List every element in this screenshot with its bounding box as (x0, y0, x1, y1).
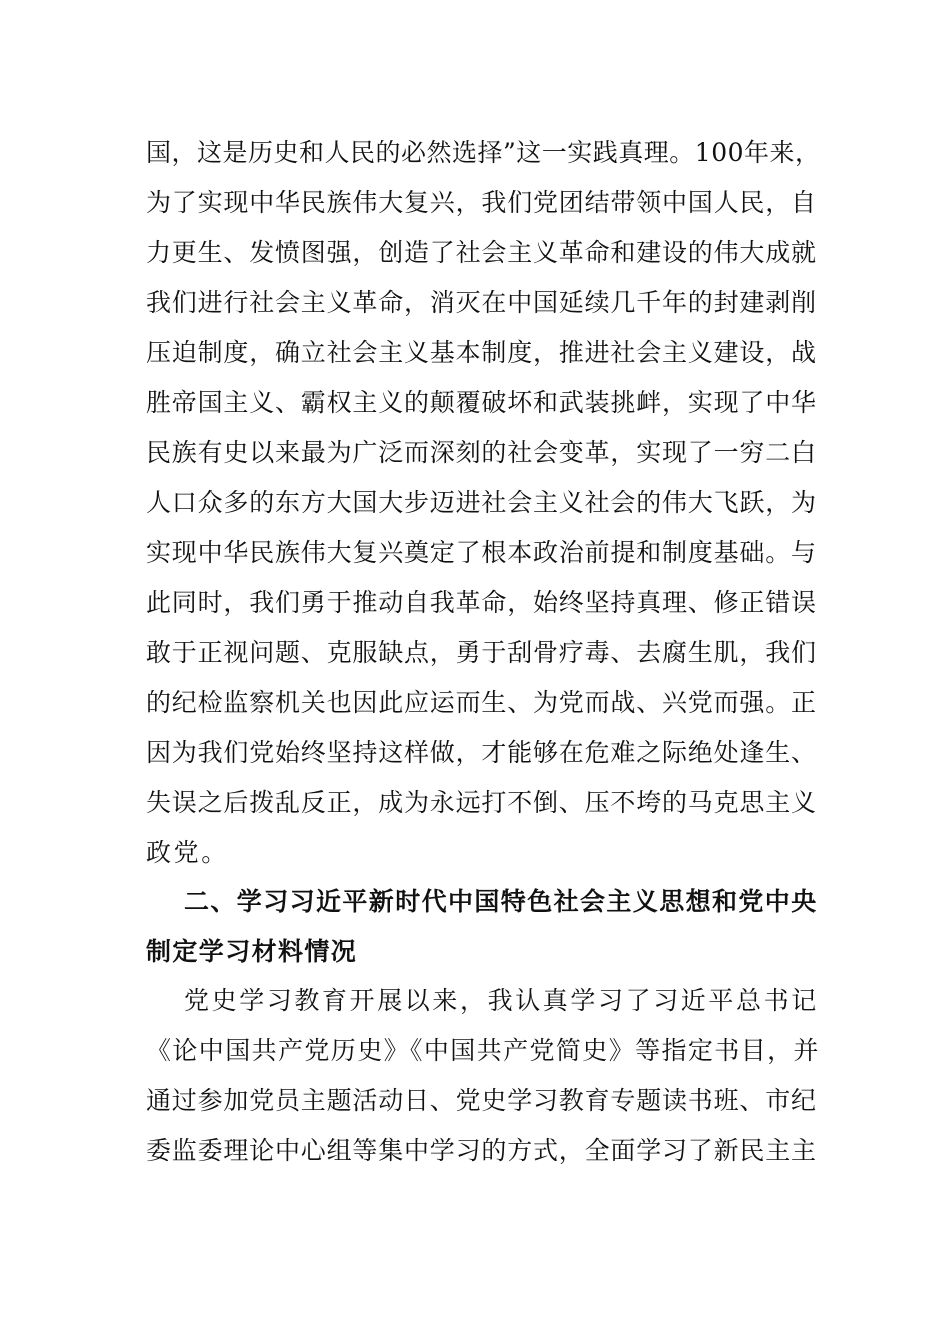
paragraph-line: 压迫制度，确立社会主义基本制度，推进社会主义建设，战 (146, 338, 817, 367)
paragraph-line: 人口众多的东方大国大步迈进社会主义社会的伟大飞跃，为 (146, 488, 817, 517)
paragraph-line: 因为我们党始终坚持这样做，才能够在危难之际绝处逢生、 (146, 738, 817, 767)
paragraph-line: 敢于正视问题、克服缺点，勇于刮骨疗毒、去腐生肌，我们 (146, 638, 817, 667)
paragraph-line: 实现中华民族伟大复兴奠定了根本政治前提和制度基础。与 (146, 538, 817, 567)
paragraph-line: 通过参加党员主题活动日、党史学习教育专题读书班、市纪 (146, 1086, 817, 1115)
paragraph-line: 政党。 (146, 838, 229, 867)
paragraph-line: 的纪检监察机关也因此应运而生、为党而战、兴党而强。正 (146, 688, 817, 717)
paragraph-line: 我们进行社会主义革命，消灭在中国延续几千年的封建剥削 (146, 288, 817, 317)
paragraph-line: 《论中国共产党历史》《中国共产党简史》等指定书目，并 (146, 1036, 820, 1065)
paragraph-line: 为了实现中华民族伟大复兴，我们党团结带领中国人民，自 (146, 188, 817, 217)
paragraph-line: 民族有史以来最为广泛而深刻的社会变革，实现了一穷二白 (146, 438, 817, 467)
paragraph-line: 此同时，我们勇于推动自我革命，始终坚持真理、修正错误 (146, 588, 817, 617)
paragraph-line: 党史学习教育开展以来，我认真学习了习近平总书记 (184, 986, 819, 1015)
paragraph-line: 力更生、发愤图强，创造了社会主义革命和建设的伟大成就 (146, 238, 817, 267)
heading-line: 制定学习材料情况 (146, 937, 358, 966)
heading-line: 二、学习习近平新时代中国特色社会主义思想和党中央 (184, 887, 818, 916)
paragraph-line: 国，这是历史和人民的必然选择”这一实践真理。100年来， (146, 138, 821, 167)
paragraph-line: 失误之后拨乱反正，成为永远打不倒、压不垮的马克思主义 (146, 788, 817, 817)
paragraph-line: 委监委理论中心组等集中学习的方式，全面学习了新民主主 (146, 1136, 817, 1165)
paragraph-line: 胜帝国主义、霸权主义的颠覆破坏和武装挑衅，实现了中华 (146, 388, 817, 417)
